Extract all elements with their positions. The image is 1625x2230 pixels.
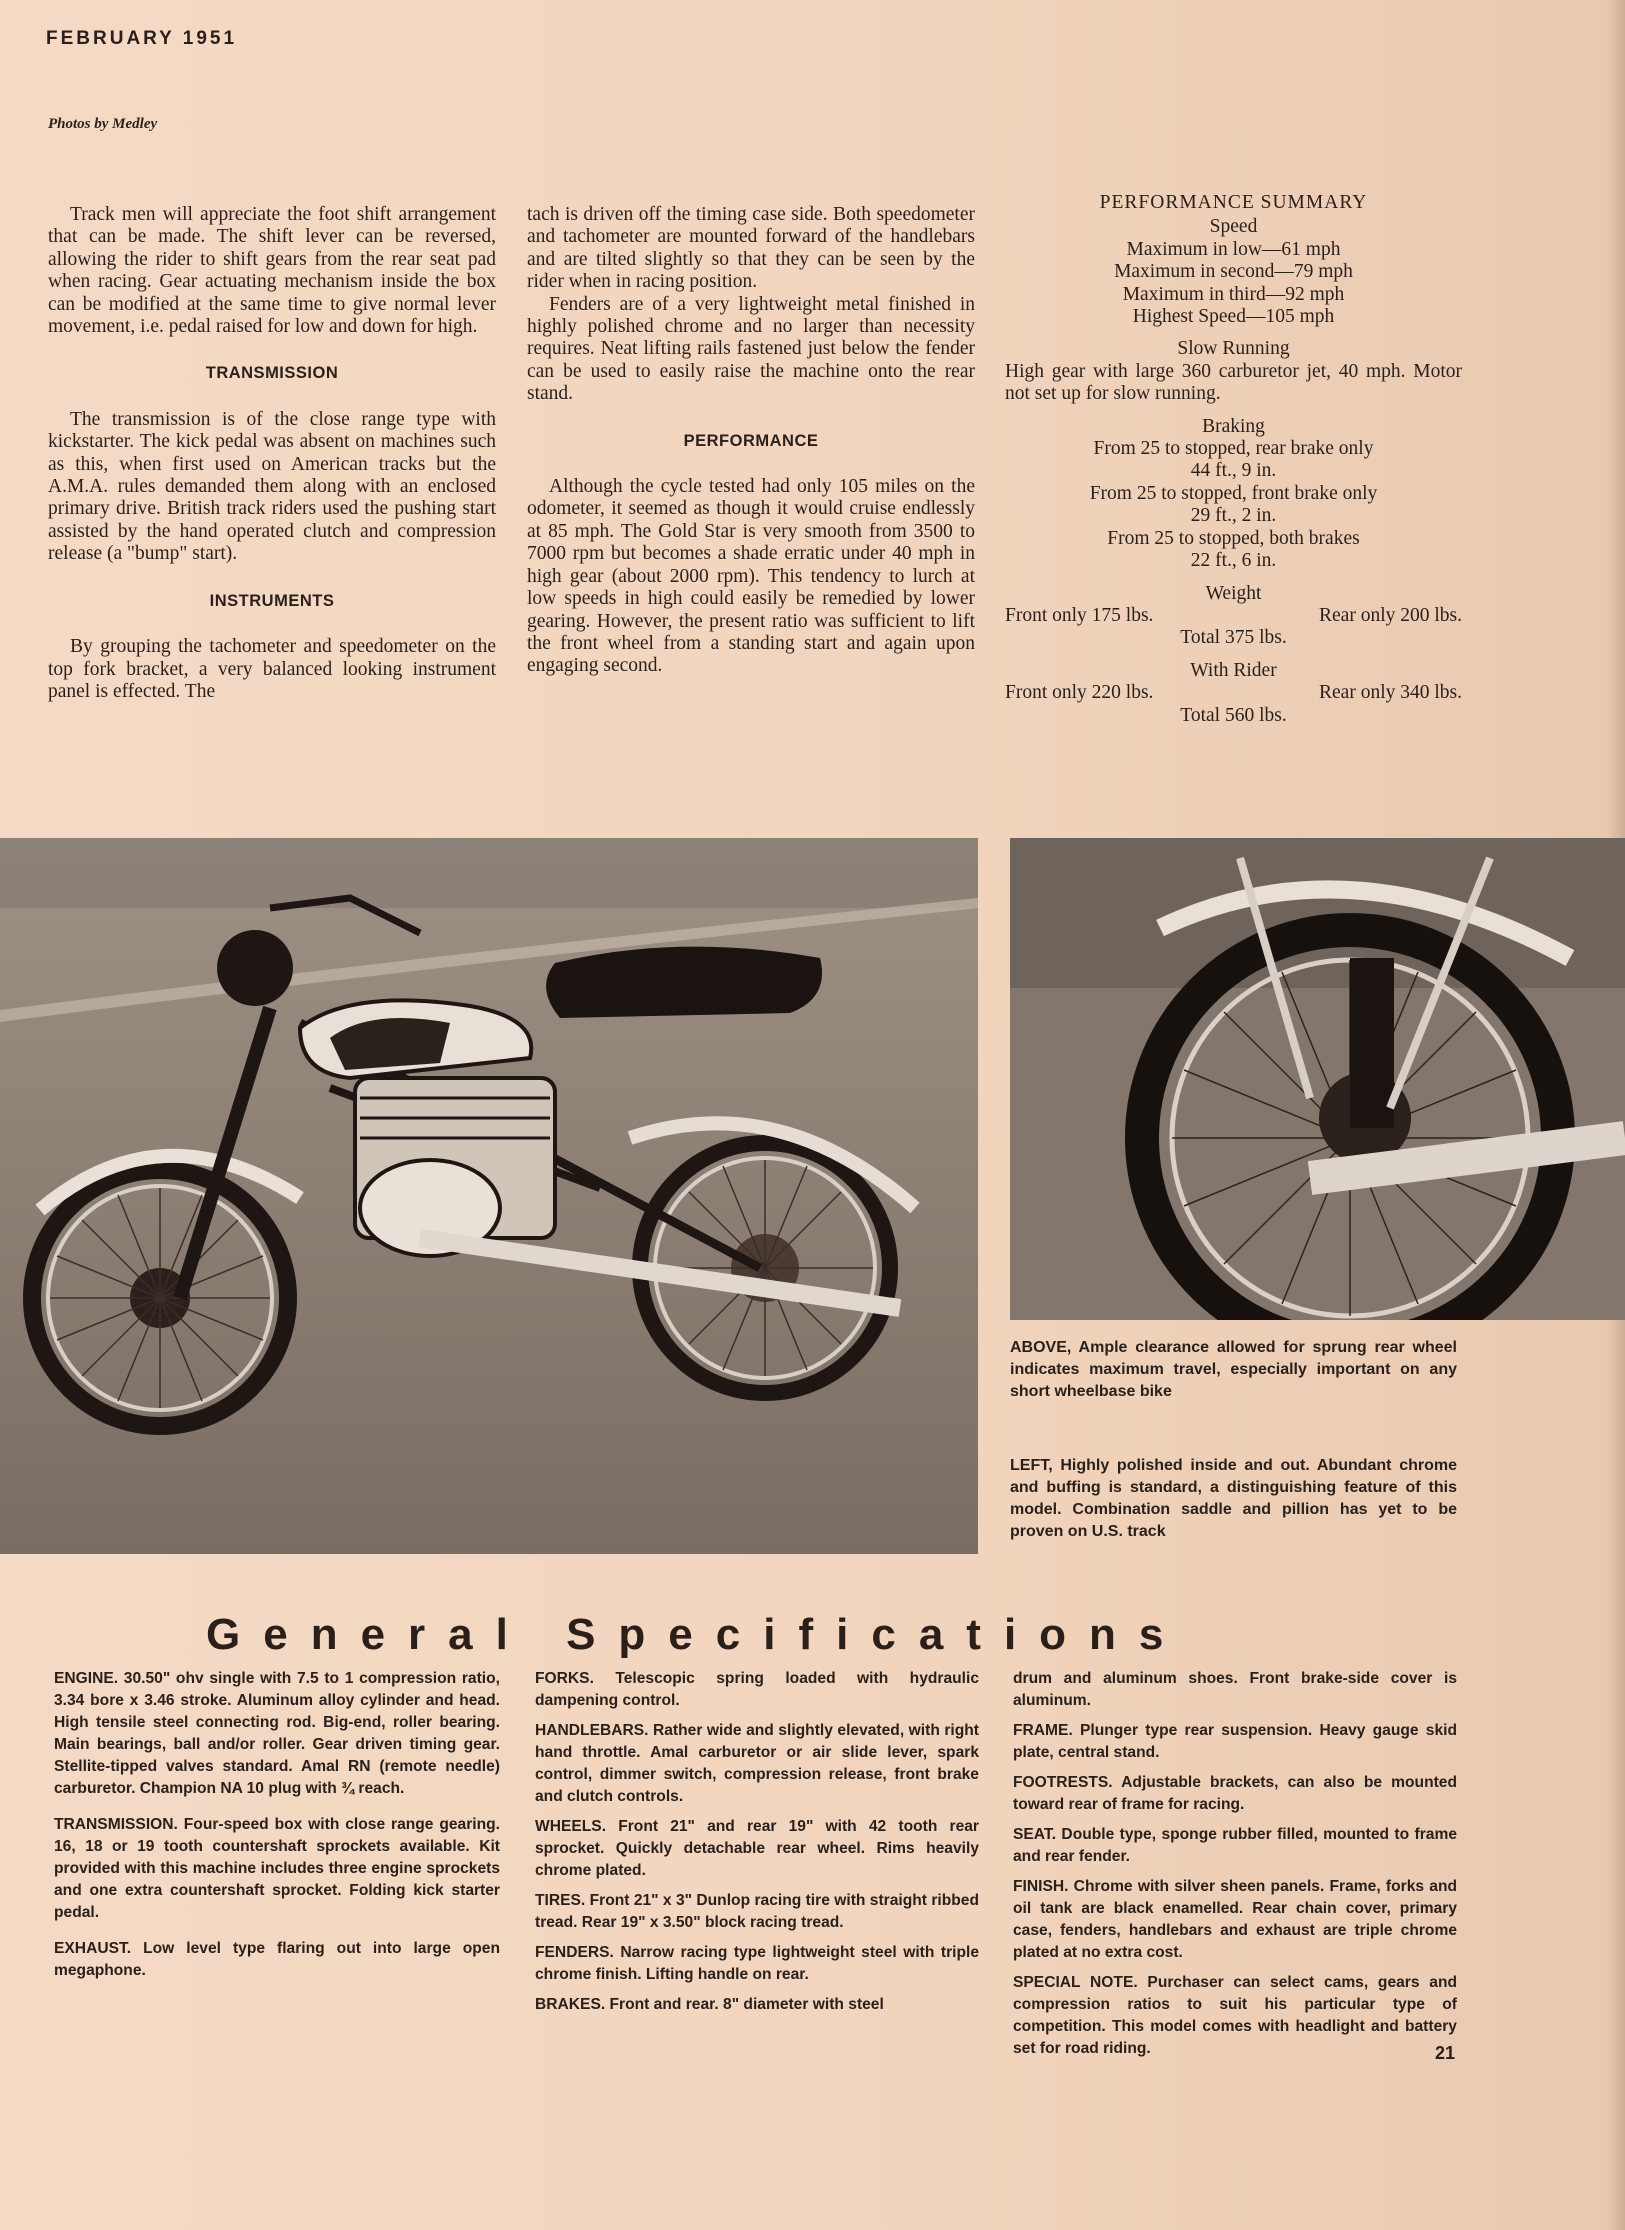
subheading-transmission: TRANSMISSION <box>205 364 339 383</box>
rider-rear: Rear only 340 lbs. <box>1319 682 1462 704</box>
paragraph: tach is driven off the timing case side. Both speedometer and tachometer are mounted forward of the handlebars and are tilted slightly so that they can be seen by the rider when in racing position. <box>527 204 975 293</box>
motorcycle-illustration <box>0 838 978 1554</box>
speed-line: Maximum in third—92 mph <box>1122 283 1345 305</box>
speed-line: Maximum in low—61 mph <box>1126 238 1341 260</box>
braking-line: From 25 to stopped, front brake only <box>1089 482 1378 504</box>
spec-forks: FORKS. Telescopic spring loaded with hydraulic dampening control. <box>535 1670 979 1709</box>
spec-tires: TIRES. Front 21" x 3" Dunlop racing tire with straight ribbed tread. Rear 19" x 3.50" block racing tread. <box>535 1892 979 1931</box>
rear-suspension-photo <box>1010 838 1625 1320</box>
speed-heading: Speed <box>1209 216 1258 238</box>
spec-finish: FINISH. Chrome with silver sheen panels. Frame, forks and oil tank are black enamelled. Rear chain cover, primary case, fenders, handlebars and exhaust are triple chrome plated at no extra cost. <box>1013 1878 1457 1961</box>
spec-footrests: FOOTRESTS. Adjustable brackets, can also be mounted toward rear of frame for racing. <box>1013 1774 1457 1813</box>
specs-column-2 <box>535 1668 979 2024</box>
article-column-2 <box>527 204 975 678</box>
photo-credit: Photos by Medley <box>48 116 158 132</box>
summary-title: PERFORMANCE SUMMARY <box>1099 192 1368 213</box>
subheading-instruments: INSTRUMENTS <box>209 591 335 610</box>
caption-above: ABOVE, Ample clearance allowed for sprung rear wheel indicates maximum travel, especially important on any short wheelbase bike <box>1010 1339 1457 1400</box>
braking-line: From 25 to stopped, rear brake only <box>1093 438 1374 460</box>
spec-wheels: WHEELS. Front 21" and rear 19" with 42 tooth rear sprocket. Quickly detachable rear wheel. Rims heavily chrome plated. <box>535 1818 979 1879</box>
paragraph: By grouping the tachometer and speedometer on the top fork bracket, a very balanced looking instrument panel is effected. The <box>48 636 496 702</box>
weight-front: Front only 175 lbs. <box>1005 604 1154 626</box>
slow-running-heading: Slow Running <box>1177 338 1290 360</box>
rider-heading: With Rider <box>1190 659 1277 681</box>
braking-line: 44 ft., 9 in. <box>1190 460 1277 482</box>
specifications-title: General Specifications <box>206 1610 1187 1659</box>
weight-heading: Weight <box>1205 582 1262 604</box>
spec-frame: FRAME. Plunger type rear suspension. Heavy gauge skid plate, central stand. <box>1013 1722 1457 1761</box>
weight-rear: Rear only 200 lbs. <box>1319 604 1462 626</box>
braking-heading: Braking <box>1202 415 1265 437</box>
specs-column-3 <box>1013 1668 1457 2068</box>
paragraph: Fenders are of a very lightweight metal finished in highly polished chrome and no larger than necessity requires. Neat lifting rails fastened just below the fender can be used to easily raise the machine onto the rear stand. <box>527 293 975 405</box>
spec-special-note: SPECIAL NOTE. Purchaser can select cams, gears and compression ratios to suit his particular type of competition. This model comes with headlight and battery set for road riding. <box>1013 1974 1457 2057</box>
spec-brakes-cont: drum and aluminum shoes. Front brake-side cover is aluminum. <box>1013 1670 1457 1709</box>
slow-running-text: High gear with large 360 carburetor jet, 40 mph. Motor not set up for slow running. <box>1005 360 1462 405</box>
speed-line: Highest Speed—105 mph <box>1132 306 1335 328</box>
braking-line: From 25 to stopped, both brakes <box>1107 527 1360 549</box>
rider-front: Front only 220 lbs. <box>1005 682 1154 704</box>
weight-row <box>1005 605 1462 627</box>
braking-line: 29 ft., 2 in. <box>1190 505 1277 527</box>
spec-seat: SEAT. Double type, sponge rubber filled, mounted to frame and rear fender. <box>1013 1826 1457 1865</box>
front-wheel <box>32 1170 288 1426</box>
specs-column-1 <box>54 1668 500 1990</box>
paragraph: The transmission is of the close range type with kickstarter. The kick pedal was absent on machines such as this, when first used on American tracks but the A.M.A. rules demanded them along with an enclosed primary drive. British track riders used the pushing start assisted by the hand operated clutch and compression release (a "bump" start). <box>48 408 496 565</box>
article-column-1 <box>48 204 496 703</box>
rider-row <box>1005 682 1462 704</box>
speed-line: Maximum in second—79 mph <box>1114 261 1353 283</box>
spec-transmission: TRANSMISSION. Four-speed box with close range gearing. 16, 18 or 19 tooth countershaft sprockets available. Kit provided with this machine includes three engine sprockets and one extra countershaft sprocket. Folding kick starter pedal. <box>54 1816 500 1921</box>
rear-wheel-illustration <box>1010 838 1625 1320</box>
spec-brakes: BRAKES. Front and rear. 8" diameter with steel <box>535 1996 884 2013</box>
page-number: 21 <box>1435 2043 1456 2063</box>
paragraph: Track men will appreciate the foot shift arrangement that can be made. The shift lever can be reversed, allowing the rider to shift gears from the rear seat pad when racing. Gear actuating mechanism inside the box can be modified at the same time to give normal lever movement, i.e. pedal raised for low and down for high. <box>48 204 496 338</box>
motorcycle-photo <box>0 838 978 1554</box>
paragraph: Although the cycle tested had only 105 miles on the odometer, it seemed as though it would cruise endlessly at 85 mph. The Gold Star is very smooth from 3500 to 7000 rpm but becomes a shade erratic under 40 mph in high gear (about 2000 rpm). This tendency to lurch at low speeds in high could easily be remedied by lower gearing. However, the present ratio was sufficient to lift the front wheel from a standing start and again upon engaging second. <box>527 476 975 677</box>
spec-fenders: FENDERS. Narrow racing type lightweight steel with triple chrome finish. Lifting handle on rear. <box>535 1944 979 1983</box>
subheading-performance: PERFORMANCE <box>683 431 819 450</box>
braking-line: 22 ft., 6 in. <box>1190 550 1277 572</box>
performance-summary <box>1005 192 1462 727</box>
spec-handlebars: HANDLEBARS. Rather wide and slightly elevated, with right hand throttle. Amal carburetor or air slide lever, spark control, dimmer switch, compression release, front brake and clutch controls. <box>535 1722 979 1805</box>
rider-total: Total 560 lbs. <box>1180 704 1287 726</box>
caption-left: LEFT, Highly polished inside and out. Abundant chrome and buffing is standard, a distinguishing feature of this model. Combination saddle and pillion has yet to be proven on U.S. track <box>1010 1457 1457 1540</box>
issue-date: FEBRUARY 1951 <box>46 28 238 49</box>
spec-exhaust: EXHAUST. Low level type flaring out into large open megaphone. <box>54 1940 500 1979</box>
weight-total: Total 375 lbs. <box>1180 627 1287 649</box>
spec-engine: ENGINE. 30.50" ohv single with 7.5 to 1 compression ratio, 3.34 bore x 3.46 stroke. Aluminum alloy cylinder and head. High tensile steel connecting rod. Big-end, roller bearing. Main bearings, ball and/or roller. Gear driven timing gear. Stellite-tipped valves standard. Amal RN (remote needle) carburetor. Champion NA 10 plug with ¾ reach. <box>54 1670 500 1797</box>
